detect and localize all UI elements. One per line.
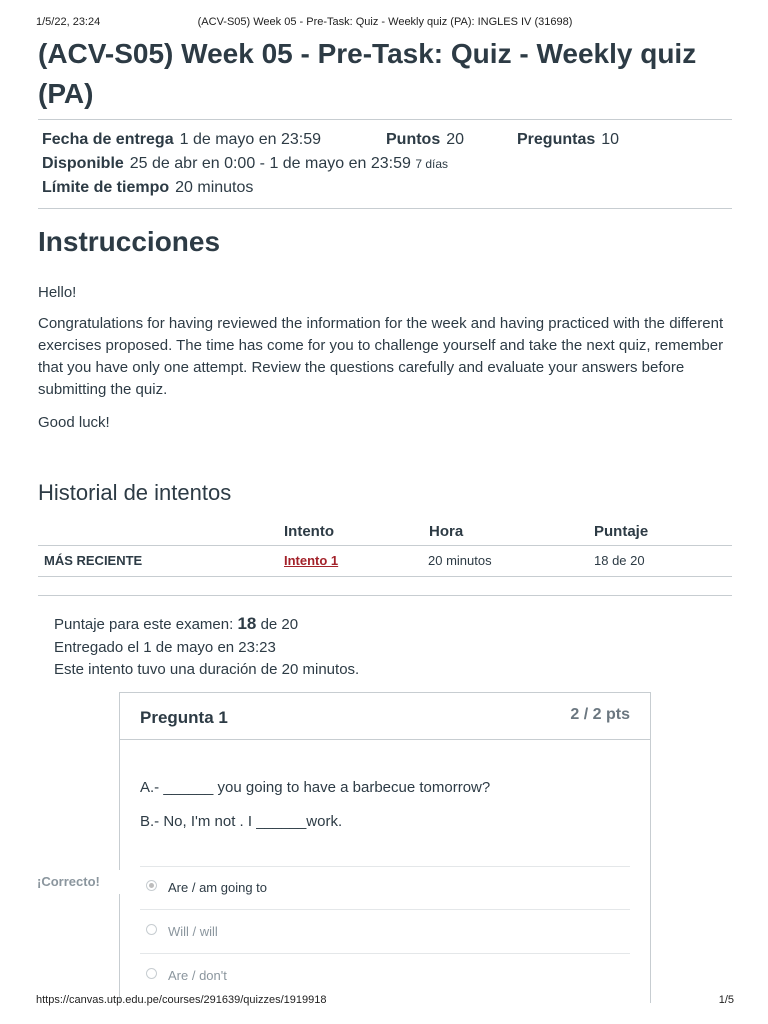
availability bbox=[42, 155, 448, 173]
answer-label: Are / am going to bbox=[168, 880, 267, 895]
attempt-history-heading: Historial de intentos bbox=[38, 480, 232, 505]
answer-option[interactable] bbox=[168, 968, 227, 983]
answer-option[interactable] bbox=[168, 880, 267, 895]
points bbox=[386, 131, 464, 149]
question-card bbox=[119, 692, 651, 1003]
print-date: 1/5/22, 23:24 bbox=[36, 16, 101, 28]
correct-answer-flag: ¡Correcto! bbox=[30, 870, 128, 894]
answer-divider bbox=[140, 866, 630, 867]
answer-label: Are / don't bbox=[168, 968, 227, 983]
radio-selected-icon[interactable] bbox=[146, 880, 157, 891]
question-title: Pregunta 1 bbox=[140, 708, 228, 727]
instructions-closing: Good luck! bbox=[38, 414, 110, 431]
score-suffix: de 20 bbox=[260, 616, 299, 633]
print-page-number: 1/5 bbox=[718, 994, 734, 1006]
attempt-time: 20 minutos bbox=[428, 553, 492, 568]
column-header-attempt: Intento bbox=[284, 523, 334, 540]
answer-option[interactable] bbox=[168, 924, 218, 939]
divider bbox=[38, 119, 732, 120]
divider bbox=[38, 208, 732, 209]
score-value: 18 bbox=[237, 614, 257, 633]
points-label: Puntos bbox=[386, 131, 441, 148]
time-limit bbox=[42, 179, 253, 197]
attempt-score: 18 de 20 bbox=[594, 553, 645, 568]
print-page-title: (ACV-S05) Week 05 - Pre-Task: Quiz - Weekly quiz (PA): INGLES IV (31698) bbox=[197, 16, 573, 28]
available-label: Disponible bbox=[42, 155, 124, 172]
radio-icon[interactable] bbox=[146, 924, 157, 935]
question-points: 2 / 2 pts bbox=[570, 706, 630, 723]
table-row-label: MÁS RECIENTE bbox=[44, 553, 143, 568]
radio-icon[interactable] bbox=[146, 968, 157, 979]
score-prefix: Puntaje para este examen: bbox=[54, 616, 234, 633]
due-value: 1 de mayo en 23:59 bbox=[179, 131, 322, 148]
table-divider bbox=[38, 545, 732, 546]
answer-divider bbox=[140, 909, 630, 910]
exam-score bbox=[54, 614, 298, 634]
quiz-title: (ACV-S05) Week 05 - Pre-Task: Quiz - Weekly quiz (PA) bbox=[38, 38, 697, 109]
question-line-a: A.- ______ you going to have a barbecue tomorrow? bbox=[140, 779, 491, 796]
column-header-time: Hora bbox=[429, 523, 464, 540]
answer-label: Will / will bbox=[168, 924, 218, 939]
instructions-body: Congratulations for having reviewed the information for the week and having practiced with the different exercises proposed. The time has come for you to challenge yourself and take the next quiz, remember that you have only one attempt. Review the questions carefully and evaluate your answers before submitting the quiz. bbox=[38, 315, 724, 398]
question-line-b: B.- No, I'm not . I ______work. bbox=[140, 813, 343, 830]
divider bbox=[38, 595, 732, 596]
questions bbox=[517, 131, 619, 149]
question-header bbox=[120, 693, 650, 740]
points-value: 20 bbox=[446, 131, 465, 148]
time-limit-value: 20 minutos bbox=[175, 179, 254, 196]
due-date bbox=[42, 131, 321, 149]
questions-value: 10 bbox=[601, 131, 620, 148]
due-label: Fecha de entrega bbox=[42, 131, 174, 148]
instructions-heading: Instrucciones bbox=[38, 226, 221, 257]
answer-divider bbox=[140, 953, 630, 954]
available-value: 25 de abr en 0:00 - 1 de mayo en 23:59 bbox=[129, 155, 411, 172]
print-url: https://canvas.utp.edu.pe/courses/291639/quizzes/1919918 bbox=[36, 994, 327, 1006]
submitted-at: Entregado el 1 de mayo en 23:23 bbox=[54, 639, 276, 656]
time-limit-label: Límite de tiempo bbox=[42, 179, 170, 196]
questions-label: Preguntas bbox=[517, 131, 596, 148]
attempt-duration: Este intento tuvo una duración de 20 minutos. bbox=[54, 661, 360, 678]
instructions-greeting: Hello! bbox=[38, 284, 77, 301]
table-divider bbox=[38, 576, 732, 577]
column-header-score: Puntaje bbox=[594, 523, 649, 540]
available-days: 7 días bbox=[415, 157, 449, 171]
attempt-link[interactable]: Intento 1 bbox=[284, 553, 339, 568]
